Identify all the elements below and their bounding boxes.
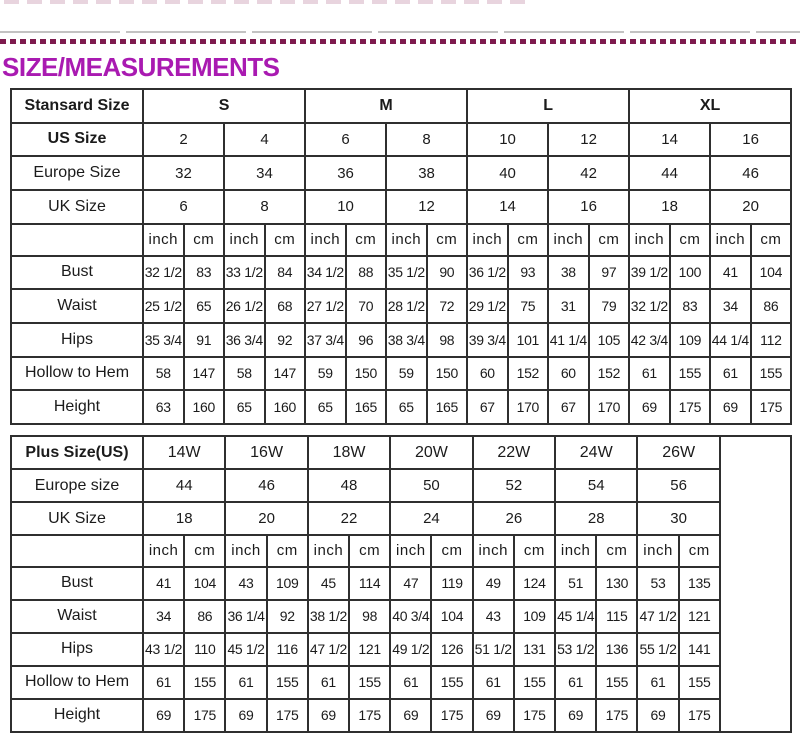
size-value-cell: 12 xyxy=(386,190,467,224)
unit-header-cell: inch xyxy=(548,224,589,256)
size-value-cell: 10 xyxy=(467,123,548,157)
unit-header-cell: inch xyxy=(467,224,508,256)
measure-value-cell: 175 xyxy=(514,699,555,732)
size-value-cell: 32 xyxy=(143,156,224,190)
measure-value-cell: 119 xyxy=(431,567,472,600)
unit-header-cell: cm xyxy=(670,224,711,256)
dashed-divider xyxy=(0,39,800,44)
measure-value-cell: 63 xyxy=(143,390,184,424)
unit-header-cell: inch xyxy=(305,224,346,256)
measure-value-cell: 152 xyxy=(508,357,549,391)
measure-value-cell: 160 xyxy=(265,390,306,424)
measure-value-cell: 155 xyxy=(670,357,711,391)
measure-value-cell: 135 xyxy=(679,567,720,600)
row-label: Europe size xyxy=(11,469,143,502)
unit-header-cell: inch xyxy=(629,224,670,256)
measure-value-cell: 67 xyxy=(467,390,508,424)
measure-value-cell: 175 xyxy=(679,699,720,732)
measure-value-cell: 36 1/4 xyxy=(225,600,266,633)
measure-value-cell: 98 xyxy=(349,600,390,633)
size-value-cell: 52 xyxy=(473,469,555,502)
size-group-header: 24W xyxy=(555,436,637,469)
row-label: UK Size xyxy=(11,502,143,535)
measure-value-cell: 36 3/4 xyxy=(224,323,265,357)
measure-value-cell: 70 xyxy=(346,289,387,323)
size-value-cell: 42 xyxy=(548,156,629,190)
unit-header-cell: cm xyxy=(514,535,555,566)
measure-value-cell: 58 xyxy=(143,357,184,391)
measure-value-cell: 170 xyxy=(508,390,549,424)
unit-header-cell: inch xyxy=(390,535,431,566)
unit-header-cell: cm xyxy=(346,224,387,256)
measure-value-cell: 38 3/4 xyxy=(386,323,427,357)
measure-value-cell: 116 xyxy=(267,633,308,666)
measure-value-cell: 104 xyxy=(184,567,225,600)
size-value-cell: 18 xyxy=(629,190,710,224)
measure-value-cell: 69 xyxy=(390,699,431,732)
measure-value-cell: 141 xyxy=(679,633,720,666)
measure-value-cell: 61 xyxy=(710,357,751,391)
size-value-cell: 2 xyxy=(143,123,224,157)
measure-value-cell: 28 1/2 xyxy=(386,289,427,323)
row-label: Height xyxy=(11,390,143,424)
size-value-cell: 50 xyxy=(390,469,472,502)
unit-header-cell: cm xyxy=(349,535,390,566)
measure-value-cell: 175 xyxy=(349,699,390,732)
size-value-cell: 48 xyxy=(308,469,390,502)
measure-value-cell: 114 xyxy=(349,567,390,600)
size-value-cell: 44 xyxy=(629,156,710,190)
measure-value-cell: 61 xyxy=(637,666,678,699)
measure-value-cell: 51 xyxy=(555,567,596,600)
measure-value-cell: 53 xyxy=(637,567,678,600)
measure-value-cell: 88 xyxy=(346,256,387,290)
unit-header-cell: inch xyxy=(225,535,266,566)
measure-value-cell: 72 xyxy=(427,289,468,323)
size-value-cell: 24 xyxy=(390,502,472,535)
measure-value-cell: 152 xyxy=(589,357,630,391)
unit-header-cell: cm xyxy=(265,224,306,256)
table-title-cell: Stansard Size xyxy=(11,89,143,123)
measure-value-cell: 39 1/2 xyxy=(629,256,670,290)
measure-value-cell: 150 xyxy=(346,357,387,391)
unit-header-cell: inch xyxy=(710,224,751,256)
size-value-cell: 4 xyxy=(224,123,305,157)
measure-value-cell: 147 xyxy=(184,357,225,391)
size-value-cell: 54 xyxy=(555,469,637,502)
measure-value-cell: 61 xyxy=(473,666,514,699)
row-label: Hips xyxy=(11,633,143,666)
measure-value-cell: 61 xyxy=(143,666,184,699)
measure-value-cell: 83 xyxy=(184,256,225,290)
measure-value-cell: 84 xyxy=(265,256,306,290)
size-value-cell: 22 xyxy=(308,502,390,535)
measure-value-cell: 121 xyxy=(679,600,720,633)
measure-value-cell: 155 xyxy=(267,666,308,699)
measure-value-cell: 67 xyxy=(548,390,589,424)
measure-value-cell: 79 xyxy=(589,289,630,323)
measure-value-cell: 109 xyxy=(514,600,555,633)
measure-value-cell: 98 xyxy=(427,323,468,357)
measure-value-cell: 124 xyxy=(514,567,555,600)
measure-value-cell: 69 xyxy=(225,699,266,732)
measure-value-cell: 90 xyxy=(427,256,468,290)
unit-header-cell: cm xyxy=(184,535,225,566)
measure-value-cell: 31 xyxy=(548,289,589,323)
size-value-cell: 6 xyxy=(305,123,386,157)
size-value-cell: 14 xyxy=(467,190,548,224)
page-title: SIZE/MEASUREMENTS xyxy=(2,52,280,82)
measure-value-cell: 59 xyxy=(386,357,427,391)
measure-value-cell: 47 1/2 xyxy=(637,600,678,633)
measure-value-cell: 126 xyxy=(431,633,472,666)
measure-value-cell: 69 xyxy=(308,699,349,732)
measure-value-cell: 39 3/4 xyxy=(467,323,508,357)
measure-value-cell: 91 xyxy=(184,323,225,357)
row-label: Waist xyxy=(11,289,143,323)
size-value-cell: 46 xyxy=(710,156,791,190)
unit-header-cell: cm xyxy=(589,224,630,256)
row-label: Europe Size xyxy=(11,156,143,190)
measure-value-cell: 43 xyxy=(473,600,514,633)
size-value-cell: 36 xyxy=(305,156,386,190)
measure-value-cell: 97 xyxy=(589,256,630,290)
measure-value-cell: 147 xyxy=(265,357,306,391)
empty-column xyxy=(720,436,791,732)
measure-value-cell: 121 xyxy=(349,633,390,666)
measure-value-cell: 41 xyxy=(143,567,184,600)
measure-value-cell: 175 xyxy=(670,390,711,424)
measure-value-cell: 55 1/2 xyxy=(637,633,678,666)
size-group-header: XL xyxy=(629,89,791,123)
size-group-header: 14W xyxy=(143,436,225,469)
measure-value-cell: 155 xyxy=(431,666,472,699)
measure-value-cell: 44 1/4 xyxy=(710,323,751,357)
size-value-cell: 30 xyxy=(637,502,719,535)
size-value-cell: 46 xyxy=(225,469,307,502)
measure-value-cell: 38 1/2 xyxy=(308,600,349,633)
row-label: Height xyxy=(11,699,143,732)
measure-value-cell: 155 xyxy=(349,666,390,699)
measure-value-cell: 32 1/2 xyxy=(629,289,670,323)
measure-value-cell: 45 1/4 xyxy=(555,600,596,633)
measure-value-cell: 29 1/2 xyxy=(467,289,508,323)
measure-value-cell: 61 xyxy=(390,666,431,699)
measure-value-cell: 92 xyxy=(267,600,308,633)
measure-value-cell: 175 xyxy=(184,699,225,732)
size-value-cell: 28 xyxy=(555,502,637,535)
measure-value-cell: 69 xyxy=(637,699,678,732)
measure-value-cell: 96 xyxy=(346,323,387,357)
size-group-header: M xyxy=(305,89,467,123)
unit-header-cell: cm xyxy=(751,224,792,256)
size-value-cell: 6 xyxy=(143,190,224,224)
unit-header-cell: inch xyxy=(555,535,596,566)
measure-value-cell: 104 xyxy=(751,256,792,290)
measure-value-cell: 86 xyxy=(184,600,225,633)
unit-header-cell: inch xyxy=(143,535,184,566)
measure-value-cell: 41 xyxy=(710,256,751,290)
measure-value-cell: 58 xyxy=(224,357,265,391)
size-value-cell: 56 xyxy=(637,469,719,502)
size-value-cell: 18 xyxy=(143,502,225,535)
blank-cell xyxy=(11,224,143,256)
thin-gray-divider xyxy=(0,31,800,33)
measure-value-cell: 160 xyxy=(184,390,225,424)
measure-value-cell: 68 xyxy=(265,289,306,323)
measure-value-cell: 150 xyxy=(427,357,468,391)
measure-value-cell: 86 xyxy=(751,289,792,323)
unit-header-cell: inch xyxy=(386,224,427,256)
measure-value-cell: 37 3/4 xyxy=(305,323,346,357)
measure-value-cell: 155 xyxy=(679,666,720,699)
measure-value-cell: 165 xyxy=(427,390,468,424)
measure-value-cell: 175 xyxy=(596,699,637,732)
measure-value-cell: 53 1/2 xyxy=(555,633,596,666)
measure-value-cell: 43 1/2 xyxy=(143,633,184,666)
measure-value-cell: 75 xyxy=(508,289,549,323)
measure-value-cell: 60 xyxy=(467,357,508,391)
size-group-header: 18W xyxy=(308,436,390,469)
measure-value-cell: 35 3/4 xyxy=(143,323,184,357)
measure-value-cell: 136 xyxy=(596,633,637,666)
row-label: Hollow to Hem xyxy=(11,357,143,391)
size-value-cell: 34 xyxy=(224,156,305,190)
measure-value-cell: 49 1/2 xyxy=(390,633,431,666)
size-value-cell: 8 xyxy=(224,190,305,224)
size-group-header: 20W xyxy=(390,436,472,469)
measure-value-cell: 60 xyxy=(548,357,589,391)
unit-header-cell: inch xyxy=(308,535,349,566)
size-value-cell: 16 xyxy=(548,190,629,224)
size-value-cell: 40 xyxy=(467,156,548,190)
measure-value-cell: 26 1/2 xyxy=(224,289,265,323)
measure-value-cell: 33 1/2 xyxy=(224,256,265,290)
measure-value-cell: 34 xyxy=(710,289,751,323)
unit-header-cell: cm xyxy=(427,224,468,256)
cropped-text-remnant xyxy=(4,0,532,4)
measure-value-cell: 69 xyxy=(555,699,596,732)
measure-value-cell: 83 xyxy=(670,289,711,323)
size-value-cell: 20 xyxy=(225,502,307,535)
measure-value-cell: 175 xyxy=(431,699,472,732)
measure-value-cell: 59 xyxy=(305,357,346,391)
table-title-cell: Plus Size(US) xyxy=(11,436,143,469)
measure-value-cell: 109 xyxy=(267,567,308,600)
standard-size-table xyxy=(10,88,792,425)
unit-header-cell: inch xyxy=(224,224,265,256)
measure-value-cell: 43 xyxy=(225,567,266,600)
measure-value-cell: 155 xyxy=(184,666,225,699)
measure-value-cell: 115 xyxy=(596,600,637,633)
row-label: US Size xyxy=(11,123,143,157)
size-group-header: L xyxy=(467,89,629,123)
size-value-cell: 26 xyxy=(473,502,555,535)
size-value-cell: 16 xyxy=(710,123,791,157)
unit-header-cell: cm xyxy=(184,224,225,256)
measure-value-cell: 32 1/2 xyxy=(143,256,184,290)
measure-value-cell: 36 1/2 xyxy=(467,256,508,290)
plus-size-table xyxy=(10,435,792,733)
measure-value-cell: 65 xyxy=(305,390,346,424)
row-label: Hollow to Hem xyxy=(11,666,143,699)
size-value-cell: 20 xyxy=(710,190,791,224)
measure-value-cell: 155 xyxy=(596,666,637,699)
measure-value-cell: 45 xyxy=(308,567,349,600)
measure-value-cell: 112 xyxy=(751,323,792,357)
measure-value-cell: 93 xyxy=(508,256,549,290)
measure-value-cell: 51 1/2 xyxy=(473,633,514,666)
measure-value-cell: 34 xyxy=(143,600,184,633)
measure-value-cell: 175 xyxy=(751,390,792,424)
measure-value-cell: 65 xyxy=(184,289,225,323)
measure-value-cell: 34 1/2 xyxy=(305,256,346,290)
measure-value-cell: 155 xyxy=(751,357,792,391)
measure-value-cell: 92 xyxy=(265,323,306,357)
row-label: Bust xyxy=(11,567,143,600)
measure-value-cell: 42 3/4 xyxy=(629,323,670,357)
measure-value-cell: 110 xyxy=(184,633,225,666)
size-group-header: S xyxy=(143,89,305,123)
measure-value-cell: 155 xyxy=(514,666,555,699)
row-label: UK Size xyxy=(11,190,143,224)
measure-value-cell: 109 xyxy=(670,323,711,357)
row-label: Bust xyxy=(11,256,143,290)
row-label: Hips xyxy=(11,323,143,357)
measure-value-cell: 61 xyxy=(555,666,596,699)
measure-value-cell: 47 xyxy=(390,567,431,600)
measure-value-cell: 105 xyxy=(589,323,630,357)
unit-header-cell: cm xyxy=(596,535,637,566)
measure-value-cell: 104 xyxy=(431,600,472,633)
measure-value-cell: 61 xyxy=(308,666,349,699)
unit-header-cell: inch xyxy=(473,535,514,566)
unit-header-cell: cm xyxy=(508,224,549,256)
measure-value-cell: 27 1/2 xyxy=(305,289,346,323)
measure-value-cell: 61 xyxy=(629,357,670,391)
measure-value-cell: 40 3/4 xyxy=(390,600,431,633)
measure-value-cell: 100 xyxy=(670,256,711,290)
measure-value-cell: 165 xyxy=(346,390,387,424)
measure-value-cell: 130 xyxy=(596,567,637,600)
measure-value-cell: 49 xyxy=(473,567,514,600)
unit-header-cell: inch xyxy=(143,224,184,256)
measure-value-cell: 175 xyxy=(267,699,308,732)
measure-value-cell: 101 xyxy=(508,323,549,357)
measure-value-cell: 47 1/2 xyxy=(308,633,349,666)
size-group-header: 22W xyxy=(473,436,555,469)
measure-value-cell: 69 xyxy=(629,390,670,424)
measure-value-cell: 25 1/2 xyxy=(143,289,184,323)
size-group-header: 26W xyxy=(637,436,719,469)
unit-header-cell: cm xyxy=(431,535,472,566)
size-value-cell: 38 xyxy=(386,156,467,190)
blank-cell xyxy=(11,535,143,566)
measure-value-cell: 38 xyxy=(548,256,589,290)
measure-value-cell: 65 xyxy=(224,390,265,424)
measure-value-cell: 131 xyxy=(514,633,555,666)
measure-value-cell: 65 xyxy=(386,390,427,424)
size-value-cell: 12 xyxy=(548,123,629,157)
measure-value-cell: 69 xyxy=(710,390,751,424)
measure-value-cell: 45 1/2 xyxy=(225,633,266,666)
measure-value-cell: 69 xyxy=(143,699,184,732)
size-group-header: 16W xyxy=(225,436,307,469)
unit-header-cell: cm xyxy=(679,535,720,566)
size-value-cell: 10 xyxy=(305,190,386,224)
measure-value-cell: 41 1/4 xyxy=(548,323,589,357)
size-value-cell: 44 xyxy=(143,469,225,502)
measure-value-cell: 61 xyxy=(225,666,266,699)
size-value-cell: 8 xyxy=(386,123,467,157)
unit-header-cell: inch xyxy=(637,535,678,566)
unit-header-cell: cm xyxy=(267,535,308,566)
row-label: Waist xyxy=(11,600,143,633)
measure-value-cell: 170 xyxy=(589,390,630,424)
measure-value-cell: 35 1/2 xyxy=(386,256,427,290)
size-value-cell: 14 xyxy=(629,123,710,157)
measure-value-cell: 69 xyxy=(473,699,514,732)
